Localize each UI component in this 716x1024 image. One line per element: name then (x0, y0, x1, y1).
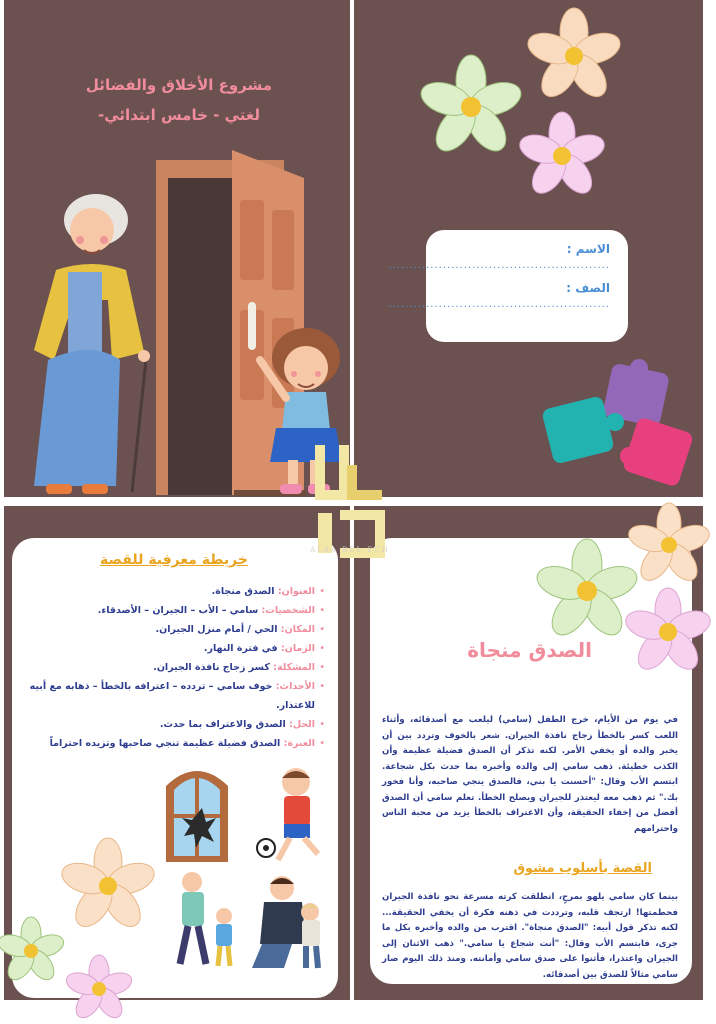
story-body: في يوم من الأيام، خرج الطفل (سامي) ليلعب مع أصدقائه، وأثناء اللعب كسر بالخطأ زجاج نافذة الجيران. شعر بالخوف وتردد بين أن يخبر والده أو يخفي الأمر. لكنه تذكر أن الصدق فضيلة عظيمة وأن الكذب خطيئة. ذهب سامي إلى والده وأخبره بما حدث بكل شجاعة. ابتسم الأب وقال: "أحسنت يا بني، فالصدق ينجي صاحبه، وأنا فخور بك." ثم ذهب معه ليعتذر للجيران ويصلح الخطأ. تعلم سامي أن الصدق أفضل من إخفاء الحقيقة، وأن الاعتراف بالخطأ يزيد من محبة الناس واحترامهم (382, 715, 678, 834)
list-item: • المشكلة: كسر زجاج نافذة الجيران. (24, 658, 324, 677)
flower-icon (514, 108, 610, 204)
flower-icon (64, 954, 134, 1024)
list-item: • الزمان: في فترة النهار. (24, 639, 324, 658)
knowledge-map-list (24, 582, 324, 753)
class-label: الصف : (566, 281, 610, 295)
list-item: • الأحداث: خوف سامي – تردده – اعترافه بالخطأ – ذهابه مع أبيه للاعتذار. (24, 677, 324, 715)
flower-icon (58, 836, 158, 936)
story-panel (354, 506, 703, 1000)
broken-window-illustration (162, 756, 232, 866)
list-item: • الحل: الصدق والاعتراف بما حدث. (24, 715, 324, 734)
knowledge-map-title: خريطة معرفية للقصة (100, 552, 248, 568)
list-item: • العنوان: الصدق منجاة. (24, 582, 324, 601)
list-item: • المكان: الحي / أمام منزل الجيران. (24, 620, 324, 639)
story-subtitle: القصة بأسلوب مشوق (513, 861, 652, 876)
list-item: • العبرة: الصدق فضيلة عظيمة تنجي صاحبها وتزيده احتراماً (24, 734, 324, 753)
watermark-logo (290, 425, 410, 560)
boy-ball-illustration (256, 764, 336, 874)
cover-title: مشروع الأخلاق والفضائل (85, 76, 273, 94)
parent-child-illustration (162, 868, 252, 978)
puzzle-pieces-icon (539, 360, 709, 500)
name-panel (354, 0, 703, 497)
story-title: الصدق منجاة (467, 638, 592, 662)
name-field[interactable]: ..................................................... (388, 260, 610, 271)
story-body-2: بينما كان سامي يلهو بمرحٍ، انطلقت كرته مسرعة نحو نافذة الجيران فحطمتها! ارتجف قلبه، وترددت في ذهنه فكرة أن يخفي الحقيقة... لكنه تذكر قول أبيه: "الصدق منجاة". اقترب من والده وأخبره بكل ما جرى، فابتسم الأب وقال: "أنت شجاع يا سامي." ذهب الاثنان إلى الجيران واعتذرا، فأثنوا على صدق سامي وأمانته. ومنذ ذلك اليوم صار سامي مثالاً للصدق بين أصدقائه. (382, 892, 678, 980)
cover-panel (4, 0, 350, 497)
list-item: • الشخصيات: سامي – الأب – الجيران – الأصدقاء. (24, 601, 324, 620)
flower-icon (620, 584, 716, 680)
flower-icon (524, 6, 624, 106)
flower-icon (416, 52, 526, 162)
knowledge-map-panel (4, 506, 350, 1000)
father-son-illustration (248, 868, 338, 978)
name-label: الاسم : (566, 242, 610, 256)
name-card (388, 230, 628, 342)
flower-icon (0, 916, 66, 986)
flower-icon (624, 500, 714, 590)
cover-subtitle: لغتي - خامس ابتدائي- (98, 106, 260, 124)
watermark-text: ALBA BEL ECH (310, 546, 390, 554)
class-field[interactable]: ..................................................... (388, 299, 610, 310)
girl-illustration (4, 0, 350, 497)
